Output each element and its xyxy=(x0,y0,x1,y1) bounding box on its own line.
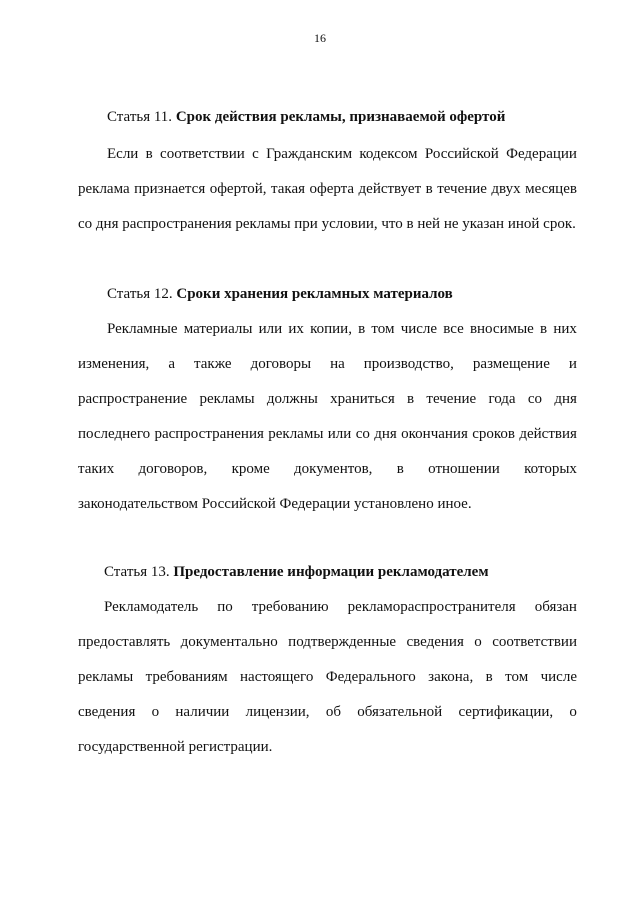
word: Если xyxy=(107,146,139,162)
word: копии, xyxy=(310,321,352,337)
word: закона, xyxy=(428,669,474,685)
word: изменения, xyxy=(78,356,150,372)
word: двух xyxy=(491,181,521,197)
word: сведения xyxy=(78,704,136,720)
article-12-line-6: законодательством Российской Федерации установлено иное. xyxy=(78,496,472,512)
article-11-line-1 xyxy=(107,145,577,163)
word: настоящего xyxy=(240,669,314,685)
word: которых xyxy=(524,461,577,477)
word: в xyxy=(540,321,548,337)
word: рекламы xyxy=(268,426,324,442)
word: том xyxy=(505,669,529,685)
word: производство, xyxy=(363,356,454,372)
word: требованию xyxy=(251,599,329,615)
word: а xyxy=(168,356,175,372)
word: также xyxy=(194,356,232,372)
word: распространение xyxy=(78,391,188,407)
word: реклама xyxy=(78,181,130,197)
word: действует xyxy=(358,181,422,197)
word: наличии xyxy=(175,704,230,720)
word: и xyxy=(568,356,577,372)
article-11-line-3: со дня распространения рекламы при условии, что в ней не указан иной срок. xyxy=(78,216,576,232)
word: со xyxy=(527,391,543,407)
article-12-line-3 xyxy=(78,390,577,408)
article-13-title: Предоставление информации рекламодателем xyxy=(173,564,489,580)
word: в xyxy=(485,669,493,685)
article-11-line-2 xyxy=(78,180,577,198)
article-11-title: Срок действия рекламы, признаваемой офертой xyxy=(175,109,506,125)
article-13-line-2 xyxy=(78,633,577,651)
word: течение xyxy=(437,181,487,197)
word: в xyxy=(425,181,433,197)
article-12-line-5 xyxy=(78,460,577,478)
word: рекламы xyxy=(199,391,255,407)
word: признается xyxy=(134,181,206,197)
word: об xyxy=(325,704,341,720)
word: о xyxy=(569,704,577,720)
word: отношении xyxy=(428,461,500,477)
article-12-line-2 xyxy=(78,355,577,373)
word: соответствии xyxy=(492,634,577,650)
word: них xyxy=(553,321,577,337)
word: таких xyxy=(78,461,115,477)
article-12-title: Сроки хранения рекламных материалов xyxy=(176,286,453,302)
article-13-line-4 xyxy=(78,703,577,721)
word: месяцев xyxy=(525,181,577,197)
article-13-line-3 xyxy=(78,668,577,686)
word: в xyxy=(145,146,153,162)
word: рекламораспространителя xyxy=(347,599,516,615)
word: на xyxy=(330,356,345,372)
word: все xyxy=(443,321,464,337)
word: Гражданским xyxy=(266,146,353,162)
word: или xyxy=(327,426,352,442)
word: обязан xyxy=(534,599,577,615)
word: размещение xyxy=(472,356,550,372)
word: должны xyxy=(266,391,318,407)
word: сертификации, xyxy=(458,704,554,720)
word: оферта xyxy=(309,181,355,197)
word: документально xyxy=(180,634,278,650)
article-12-line-1 xyxy=(107,320,577,338)
word: течение xyxy=(426,391,477,407)
word: обязательной xyxy=(357,704,443,720)
article-13-line-5: государственной регистрации. xyxy=(78,739,273,755)
word: храниться xyxy=(330,391,395,407)
word: распространения xyxy=(154,426,264,442)
word: в xyxy=(407,391,415,407)
word: Российской xyxy=(424,146,499,162)
word: договоры xyxy=(250,356,312,372)
word: числе xyxy=(540,669,577,685)
word: числе xyxy=(400,321,438,337)
word: по xyxy=(217,599,233,615)
word: офертой, xyxy=(209,181,267,197)
article-11-label: Статья 11. xyxy=(107,109,173,125)
word: со xyxy=(355,426,370,442)
word: лицензии, xyxy=(245,704,310,720)
article-11-heading xyxy=(107,108,505,126)
word: сведения xyxy=(406,634,464,650)
word: кроме xyxy=(231,461,270,477)
word: или xyxy=(258,321,283,337)
article-13-line-1 xyxy=(104,598,577,616)
word: рекламы xyxy=(78,669,134,685)
word: дня xyxy=(374,426,397,442)
word: их xyxy=(288,321,304,337)
word: соответствии xyxy=(160,146,245,162)
word: о xyxy=(474,634,482,650)
word: том xyxy=(371,321,395,337)
word: сроков xyxy=(472,426,515,442)
article-12-label: Статья 12. xyxy=(107,286,173,302)
word: договоров, xyxy=(138,461,208,477)
word: Федерации xyxy=(506,146,577,162)
word: Рекламодатель xyxy=(104,599,199,615)
word: предоставлять xyxy=(78,634,171,650)
word: действия xyxy=(519,426,577,442)
page-number: 16 xyxy=(314,31,326,45)
article-12-line-4 xyxy=(78,425,577,443)
word: подтвержденные xyxy=(288,634,397,650)
word: кодексом xyxy=(359,146,418,162)
word: года xyxy=(488,391,516,407)
word: окончания xyxy=(401,426,468,442)
word: Федерального xyxy=(325,669,416,685)
word: дня xyxy=(554,391,577,407)
word: в xyxy=(358,321,366,337)
word: вносимые xyxy=(469,321,534,337)
word: материалы xyxy=(183,321,253,337)
word: с xyxy=(252,146,259,162)
word: требованиям xyxy=(145,669,228,685)
word: такая xyxy=(271,181,306,197)
word: Рекламные xyxy=(107,321,178,337)
article-13-label: Статья 13. xyxy=(104,564,170,580)
word: документов, xyxy=(294,461,373,477)
article-12-heading xyxy=(107,285,453,303)
article-13-heading xyxy=(104,563,489,581)
word: о xyxy=(151,704,160,720)
word: последнего xyxy=(78,426,151,442)
word: в xyxy=(396,461,404,477)
